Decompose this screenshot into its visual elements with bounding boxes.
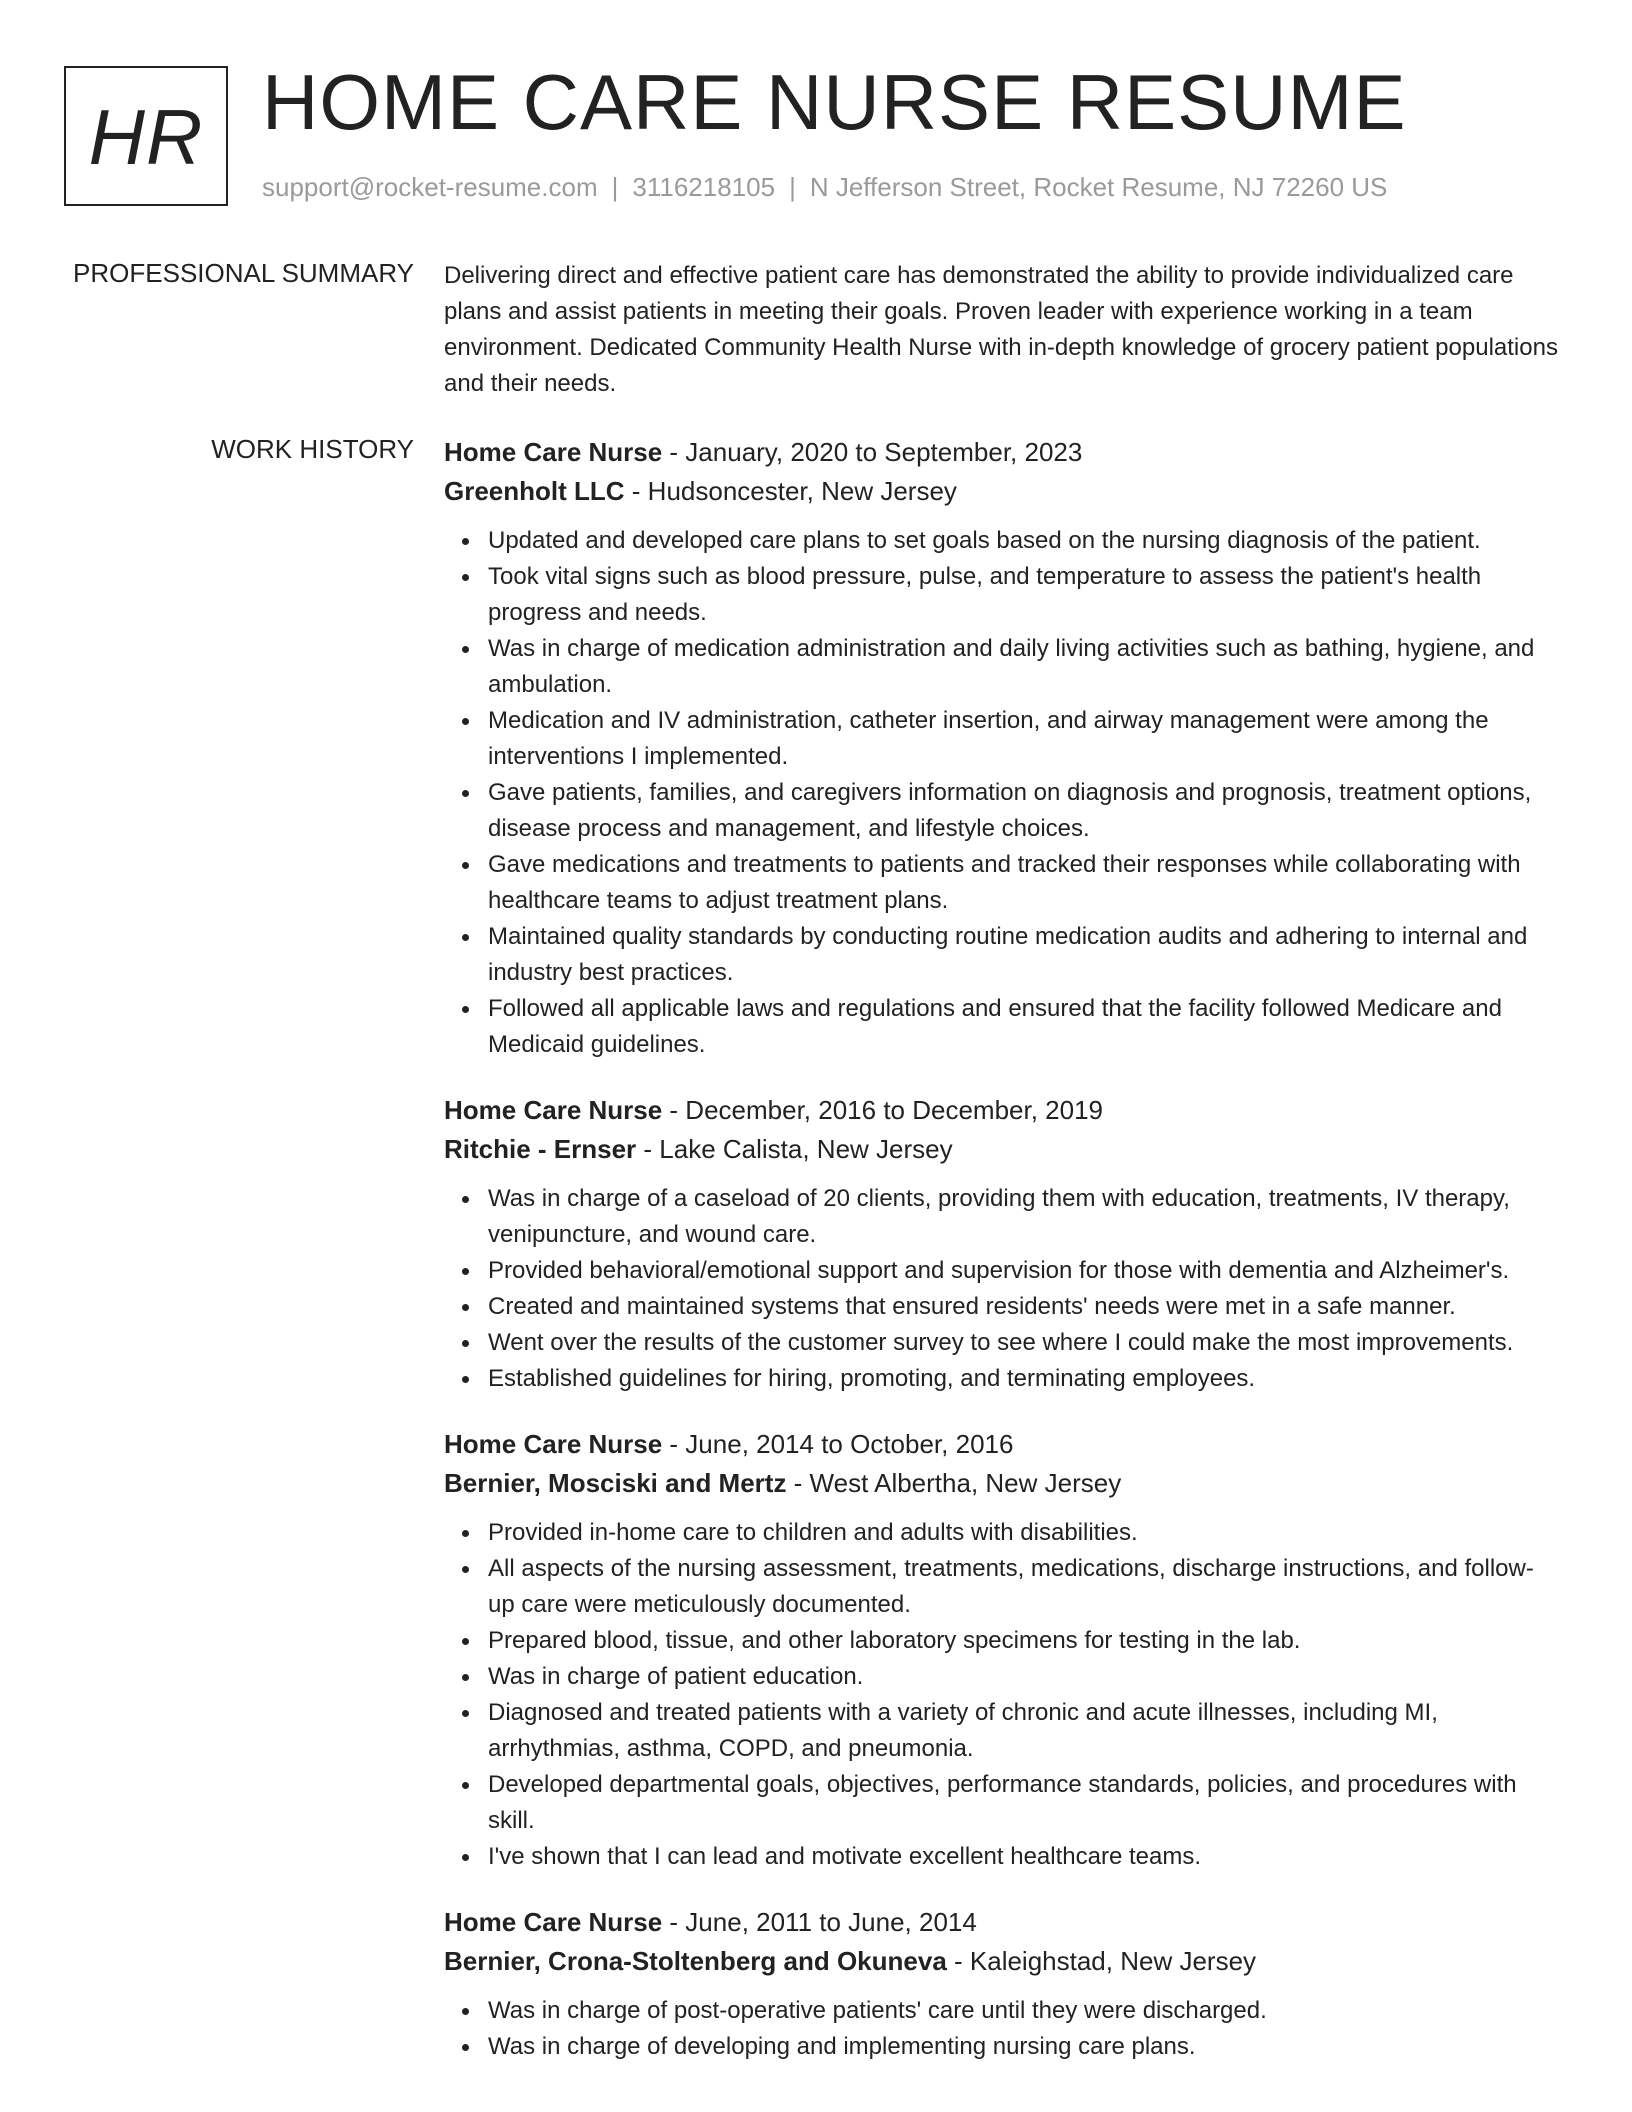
job-bullet: Followed all applicable laws and regulations and ensured that the facility followed Medicare and Medicaid guidelines.: [488, 991, 1560, 1063]
job-company-line: [444, 472, 1560, 511]
job-bullet: All aspects of the nursing assessment, treatments, medications, discharge instructions, and follow-up care were meticulously documented.: [488, 1551, 1560, 1623]
job-title: Home Care Nurse: [444, 1429, 663, 1459]
job-bullet-list: [444, 1515, 1560, 1875]
job-dates: - January, 2020 to September, 2023: [662, 437, 1083, 467]
resume-title: HOME CARE NURSE RESUME: [262, 58, 1407, 146]
job-dates: - December, 2016 to December, 2019: [662, 1095, 1104, 1125]
job-bullet-list: [444, 1181, 1560, 1397]
job-bullet: Established guidelines for hiring, promoting, and terminating employees.: [488, 1361, 1560, 1397]
work-history-section-label: WORK HISTORY: [211, 434, 414, 464]
job-bullet: Was in charge of developing and implementing nursing care plans.: [488, 2029, 1560, 2065]
job-company-line: [444, 1130, 1560, 1169]
job-title-line: [444, 1425, 1560, 1464]
monogram-text: HR: [88, 93, 204, 181]
job-bullet: Was in charge of patient education.: [488, 1659, 1560, 1695]
job-bullet: Gave medications and treatments to patients and tracked their responses while collaborating with healthcare teams to adjust treatment plans.: [488, 847, 1560, 919]
job-bullet-list: [444, 523, 1560, 1063]
contact-line: [262, 172, 1387, 203]
job-entry: [444, 1425, 1560, 1875]
job-location: - Lake Calista, New Jersey: [636, 1134, 953, 1164]
job-bullet-list: [444, 1993, 1560, 2065]
job-bullet: Diagnosed and treated patients with a variety of chronic and acute illnesses, including MI, arrhythmias, asthma, COPD, and pneumonia.: [488, 1695, 1560, 1767]
job-bullet: Developed departmental goals, objectives, performance standards, policies, and procedures with skill.: [488, 1767, 1560, 1839]
job-bullet: Maintained quality standards by conducting routine medication audits and adhering to internal and industry best practices.: [488, 919, 1560, 991]
job-title: Home Care Nurse: [444, 1907, 663, 1937]
contact-separator: |: [789, 172, 796, 202]
job-dates: - June, 2014 to October, 2016: [662, 1429, 1014, 1459]
job-entry: [444, 433, 1560, 1063]
job-bullet: Updated and developed care plans to set goals based on the nursing diagnosis of the patient.: [488, 523, 1560, 559]
job-bullet: I've shown that I can lead and motivate excellent healthcare teams.: [488, 1839, 1560, 1875]
job-bullet: Was in charge of a caseload of 20 clients, providing them with education, treatments, IV therapy, venipuncture, and wound care.: [488, 1181, 1560, 1253]
monogram-box: [64, 66, 228, 206]
job-bullet: Was in charge of post-operative patients' care until they were discharged.: [488, 1993, 1560, 2029]
job-entry: [444, 1091, 1560, 1397]
job-bullet: Was in charge of medication administration and daily living activities such as bathing, hygiene, and ambulation.: [488, 631, 1560, 703]
summary-text: Delivering direct and effective patient care has demonstrated the ability to provide individualized care plans and assist patients in meeting their goals. Proven leader with experience working in a team environment. Dedicated Community Health Nurse with in-depth knowledge of grocery patient populations and their needs.: [444, 262, 1558, 397]
job-company: Ritchie - Ernser: [444, 1134, 637, 1164]
job-location: - Hudsoncester, New Jersey: [624, 476, 957, 506]
job-location: - West Albertha, New Jersey: [786, 1468, 1122, 1498]
work-history-section: [444, 433, 1560, 2093]
job-company: Greenholt LLC: [444, 476, 625, 506]
job-bullet: Provided behavioral/emotional support and supervision for those with dementia and Alzheimer's.: [488, 1253, 1560, 1289]
job-bullet: Prepared blood, tissue, and other laboratory specimens for testing in the lab.: [488, 1623, 1560, 1659]
job-bullet: Gave patients, families, and caregivers information on diagnosis and prognosis, treatment options, disease process and management, and lifestyle choices.: [488, 775, 1560, 847]
job-company: Bernier, Mosciski and Mertz: [444, 1468, 787, 1498]
job-company-line: [444, 1942, 1560, 1981]
job-bullet: Took vital signs such as blood pressure, pulse, and temperature to assess the patient's health progress and needs.: [488, 559, 1560, 631]
contact-phone[interactable]: 3116218105: [632, 172, 776, 202]
job-bullet: Created and maintained systems that ensured residents' needs were met in a safe manner.: [488, 1289, 1560, 1325]
summary-section: [444, 258, 1560, 402]
job-title-line: [444, 1903, 1560, 1942]
summary-section-label: PROFESSIONAL SUMMARY: [73, 258, 414, 288]
job-title: Home Care Nurse: [444, 1095, 663, 1125]
job-entry: [444, 1903, 1560, 2065]
job-bullet: Medication and IV administration, catheter insertion, and airway management were among the interventions I implemented.: [488, 703, 1560, 775]
job-title-line: [444, 433, 1560, 472]
job-title: Home Care Nurse: [444, 437, 663, 467]
job-title-line: [444, 1091, 1560, 1130]
job-location: - Kaleighstad, New Jersey: [946, 1946, 1257, 1976]
contact-email[interactable]: support@rocket-resume.com: [262, 172, 598, 202]
job-bullet: Provided in-home care to children and adults with disabilities.: [488, 1515, 1560, 1551]
job-bullet: Went over the results of the customer survey to see where I could make the most improvements.: [488, 1325, 1560, 1361]
job-dates: - June, 2011 to June, 2014: [662, 1907, 977, 1937]
job-company-line: [444, 1464, 1560, 1503]
contact-address: N Jefferson Street, Rocket Resume, NJ 72260 US: [809, 172, 1388, 202]
job-company: Bernier, Crona-Stoltenberg and Okuneva: [444, 1946, 947, 1976]
contact-separator: |: [611, 172, 619, 202]
